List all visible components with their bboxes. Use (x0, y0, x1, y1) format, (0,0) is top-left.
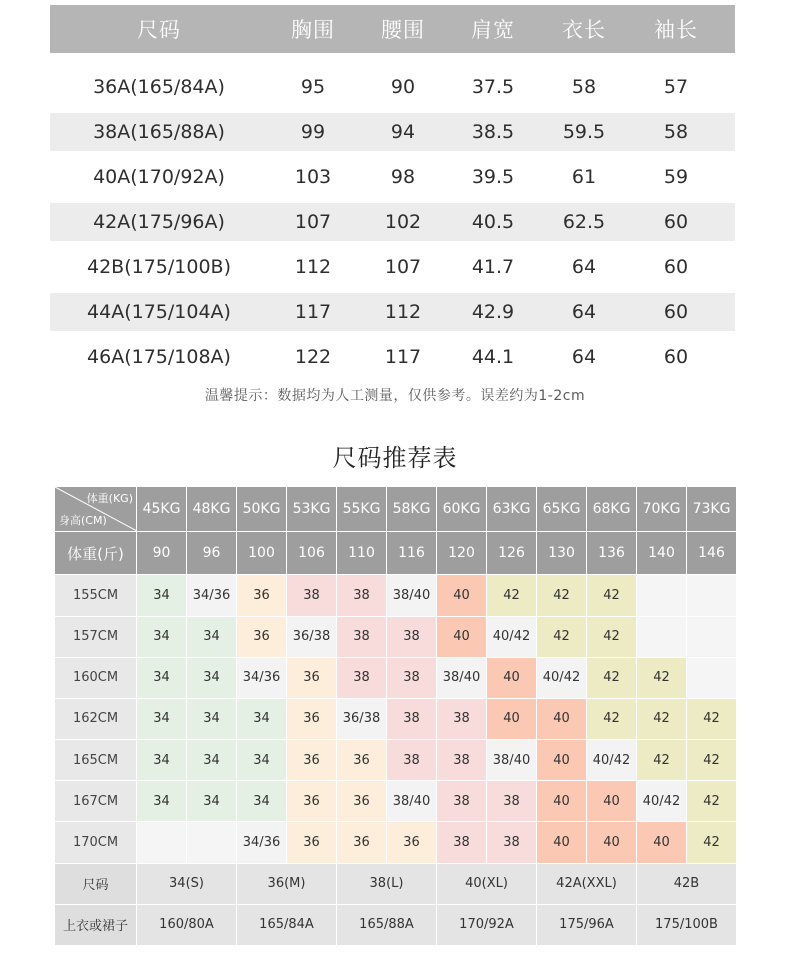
size-chart-table (50, 5, 735, 376)
size-name-cell: 42B (637, 863, 737, 904)
size-cell: 34 (187, 740, 237, 781)
cell-length: 64 (571, 346, 597, 368)
size-cell: 38 (437, 781, 487, 822)
cell-waist: 117 (384, 346, 422, 368)
weight-kg-header: 68KG (587, 487, 637, 532)
weight-jin-header: 90 (137, 532, 187, 575)
weight-jin-header: 106 (287, 532, 337, 575)
height-row (55, 698, 737, 739)
size-cell: 42 (587, 575, 637, 616)
size-cell: 36/38 (337, 698, 387, 739)
cell-size: 40A(170/92A) (93, 166, 225, 188)
cell-sleeve: 60 (663, 256, 689, 278)
size-cell: 38 (487, 781, 537, 822)
corner-weight-label: 体重(KG) (86, 492, 133, 505)
size-cell: 38/40 (487, 740, 537, 781)
cell-length: 59.5 (562, 121, 606, 143)
size-cell: 36 (287, 781, 337, 822)
size-cell: 42 (637, 657, 687, 698)
size-cell: 40 (537, 781, 587, 822)
size-name-cell: 34(S) (137, 863, 237, 904)
header-size: 尺码 (137, 18, 181, 42)
size-cell: 40 (537, 698, 587, 739)
size-cell: 36 (237, 616, 287, 657)
weight-kg-header: 55KG (337, 487, 387, 532)
size-cell: 40 (637, 822, 687, 863)
size-cell: 40/42 (537, 657, 587, 698)
weight-kg-header: 53KG (287, 487, 337, 532)
corner-cell (55, 487, 137, 532)
cell-waist: 107 (384, 256, 422, 278)
cell-shoulder: 41.7 (471, 256, 515, 278)
cell-sleeve: 59 (663, 166, 689, 188)
size-cell: 34/36 (237, 822, 287, 863)
size-cell: 34 (187, 616, 237, 657)
size-cell: 42 (537, 575, 587, 616)
weight-kg-row (55, 487, 737, 532)
size-cell: 42 (637, 698, 687, 739)
weight-kg-header: 50KG (237, 487, 287, 532)
size-cell: 38 (387, 616, 437, 657)
size-cell: 40/42 (637, 781, 687, 822)
size-cell: 36 (287, 698, 337, 739)
height-label: 165CM (55, 740, 137, 781)
top-size-row (55, 904, 737, 945)
size-label-row (55, 863, 737, 904)
size-chart-header (50, 5, 735, 53)
size-cell: 40/42 (587, 740, 637, 781)
size-cell: 36 (237, 575, 287, 616)
size-chart-row (50, 338, 735, 376)
size-cell: 34 (187, 698, 237, 739)
header-chest: 胸围 (291, 18, 335, 42)
weight-kg-header: 60KG (437, 487, 487, 532)
cell-size: 46A(175/108A) (87, 346, 231, 368)
top-size-row-label: 上衣或裙子 (55, 904, 137, 945)
size-chart-row (50, 68, 735, 106)
size-cell: 34 (187, 657, 237, 698)
cell-shoulder: 44.1 (471, 346, 515, 368)
size-cell: 34 (137, 616, 187, 657)
weight-kg-header: 45KG (137, 487, 187, 532)
size-cell: 36/38 (287, 616, 337, 657)
cell-sleeve: 60 (663, 211, 689, 233)
cell-length: 64 (571, 301, 597, 323)
size-cell: 38/40 (387, 781, 437, 822)
header-length: 衣长 (562, 18, 606, 42)
size-chart-row (50, 158, 735, 196)
weight-kg-header: 73KG (687, 487, 737, 532)
cell-shoulder: 40.5 (471, 211, 515, 233)
size-cell: 40 (587, 822, 637, 863)
size-cell: 40 (437, 616, 487, 657)
height-row (55, 822, 737, 863)
size-cell: 34 (187, 781, 237, 822)
size-cell: 36 (287, 740, 337, 781)
size-cell (637, 575, 687, 616)
size-chart-row (50, 293, 735, 331)
size-cell: 38 (487, 822, 537, 863)
height-row (55, 740, 737, 781)
cell-chest: 112 (294, 256, 332, 278)
top-size-cell: 175/100B (637, 904, 737, 945)
size-name-cell: 40(XL) (437, 863, 537, 904)
size-cell: 38 (437, 822, 487, 863)
cell-sleeve: 60 (663, 301, 689, 323)
cell-size: 44A(175/104A) (87, 301, 231, 323)
size-cell: 42 (687, 698, 737, 739)
cell-length: 62.5 (562, 211, 606, 233)
size-cell: 42 (587, 657, 637, 698)
size-cell: 42 (687, 781, 737, 822)
weight-jin-row (55, 532, 737, 575)
height-row (55, 616, 737, 657)
size-cell: 42 (687, 822, 737, 863)
cell-shoulder: 37.5 (471, 76, 515, 98)
size-cell: 34 (137, 740, 187, 781)
size-chart-row (50, 248, 735, 286)
size-chart-row (50, 203, 735, 241)
cell-size: 42B(175/100B) (86, 256, 231, 278)
header-sleeve: 袖长 (654, 18, 698, 42)
size-recommend-table (54, 486, 737, 946)
size-cell: 40 (537, 822, 587, 863)
size-cell: 36 (387, 822, 437, 863)
height-label: 162CM (55, 698, 137, 739)
size-cell: 34 (237, 781, 287, 822)
header-shoulder: 肩宽 (471, 18, 515, 42)
size-name-cell: 36(M) (237, 863, 337, 904)
size-cell: 34 (137, 698, 187, 739)
cell-sleeve: 60 (663, 346, 689, 368)
size-cell: 38 (337, 616, 387, 657)
cell-chest: 95 (300, 76, 326, 98)
top-size-cell: 165/88A (337, 904, 437, 945)
size-cell: 42 (487, 575, 537, 616)
size-cell (687, 616, 737, 657)
cell-chest: 117 (294, 301, 332, 323)
cell-sleeve: 57 (663, 76, 689, 98)
cell-shoulder: 42.9 (471, 301, 515, 323)
height-label: 170CM (55, 822, 137, 863)
size-cell: 34 (137, 781, 187, 822)
size-cell (137, 822, 187, 863)
weight-jin-header: 110 (337, 532, 387, 575)
height-row (55, 657, 737, 698)
size-cell: 38 (387, 740, 437, 781)
size-cell: 38 (337, 657, 387, 698)
size-cell: 36 (287, 822, 337, 863)
cell-size: 36A(165/84A) (93, 76, 225, 98)
cell-length: 64 (571, 256, 597, 278)
recommend-title: 尺码推荐表 (332, 444, 458, 472)
height-label: 155CM (55, 575, 137, 616)
size-cell: 38 (387, 657, 437, 698)
size-chart-body (50, 68, 735, 376)
size-chart-row (50, 113, 735, 151)
size-cell: 38 (387, 698, 437, 739)
size-cell (637, 616, 687, 657)
size-cell: 38 (437, 740, 487, 781)
size-cell: 38/40 (437, 657, 487, 698)
measurement-tip: 温馨提示：数据均为人工测量，仅供参考。误差约为1-2cm (204, 388, 586, 404)
size-cell: 36 (337, 822, 387, 863)
size-cell: 38/40 (387, 575, 437, 616)
weight-kg-header: 70KG (637, 487, 687, 532)
size-cell: 34/36 (237, 657, 287, 698)
size-cell (687, 657, 737, 698)
weight-jin-header: 130 (537, 532, 587, 575)
top-size-cell: 165/84A (237, 904, 337, 945)
size-cell: 36 (337, 740, 387, 781)
size-cell: 36 (337, 781, 387, 822)
size-cell: 42 (587, 698, 637, 739)
size-name-cell: 42A(XXL) (537, 863, 637, 904)
cell-waist: 94 (390, 121, 416, 143)
cell-shoulder: 39.5 (471, 166, 515, 188)
cell-length: 61 (571, 166, 597, 188)
size-cell: 42 (587, 616, 637, 657)
weight-kg-header: 58KG (387, 487, 437, 532)
height-label: 160CM (55, 657, 137, 698)
size-cell: 34 (237, 698, 287, 739)
cell-shoulder: 38.5 (471, 121, 515, 143)
size-cell: 42 (537, 616, 587, 657)
height-label: 157CM (55, 616, 137, 657)
size-cell: 40/42 (487, 616, 537, 657)
top-size-cell: 160/80A (137, 904, 237, 945)
cell-chest: 122 (294, 346, 332, 368)
weight-kg-header: 48KG (187, 487, 237, 532)
size-cell: 36 (287, 657, 337, 698)
weight-kg-header: 63KG (487, 487, 537, 532)
weight-jin-header: 96 (187, 532, 237, 575)
cell-chest: 103 (294, 166, 332, 188)
size-cell: 40 (437, 575, 487, 616)
size-cell: 34 (237, 740, 287, 781)
size-cell: 42 (687, 740, 737, 781)
weight-jin-header: 146 (687, 532, 737, 575)
top-size-cell: 175/96A (537, 904, 637, 945)
weight-jin-label: 体重(斤) (55, 532, 137, 575)
cell-sleeve: 58 (663, 121, 689, 143)
size-cell: 40 (587, 781, 637, 822)
top-size-cell: 170/92A (437, 904, 537, 945)
cell-waist: 102 (384, 211, 422, 233)
height-label: 167CM (55, 781, 137, 822)
cell-waist: 98 (390, 166, 416, 188)
cell-chest: 107 (294, 211, 332, 233)
size-cell (687, 575, 737, 616)
size-cell (187, 822, 237, 863)
size-cell: 34/36 (187, 575, 237, 616)
height-row (55, 781, 737, 822)
cell-size: 38A(165/88A) (93, 121, 225, 143)
header-waist: 腰围 (381, 18, 425, 42)
cell-chest: 99 (300, 121, 326, 143)
size-cell: 38 (287, 575, 337, 616)
corner-height-label: 身高(CM) (59, 514, 107, 528)
weight-jin-header: 120 (437, 532, 487, 575)
weight-jin-header: 100 (237, 532, 287, 575)
size-cell: 34 (137, 575, 187, 616)
size-cell: 40 (537, 740, 587, 781)
cell-waist: 90 (390, 76, 416, 98)
size-cell: 40 (487, 698, 537, 739)
cell-waist: 112 (384, 301, 422, 323)
size-cell: 42 (637, 740, 687, 781)
weight-jin-header: 126 (487, 532, 537, 575)
size-name-cell: 38(L) (337, 863, 437, 904)
cell-size: 42A(175/96A) (93, 211, 225, 233)
weight-jin-header: 116 (387, 532, 437, 575)
weight-kg-header: 65KG (537, 487, 587, 532)
weight-jin-header: 140 (637, 532, 687, 575)
height-row (55, 575, 737, 616)
size-cell: 40 (487, 657, 537, 698)
size-cell: 34 (137, 657, 187, 698)
weight-jin-header: 136 (587, 532, 637, 575)
size-cell: 38 (337, 575, 387, 616)
cell-length: 58 (571, 76, 597, 98)
size-cell: 38 (437, 698, 487, 739)
size-label-row-label: 尺码 (55, 863, 137, 904)
